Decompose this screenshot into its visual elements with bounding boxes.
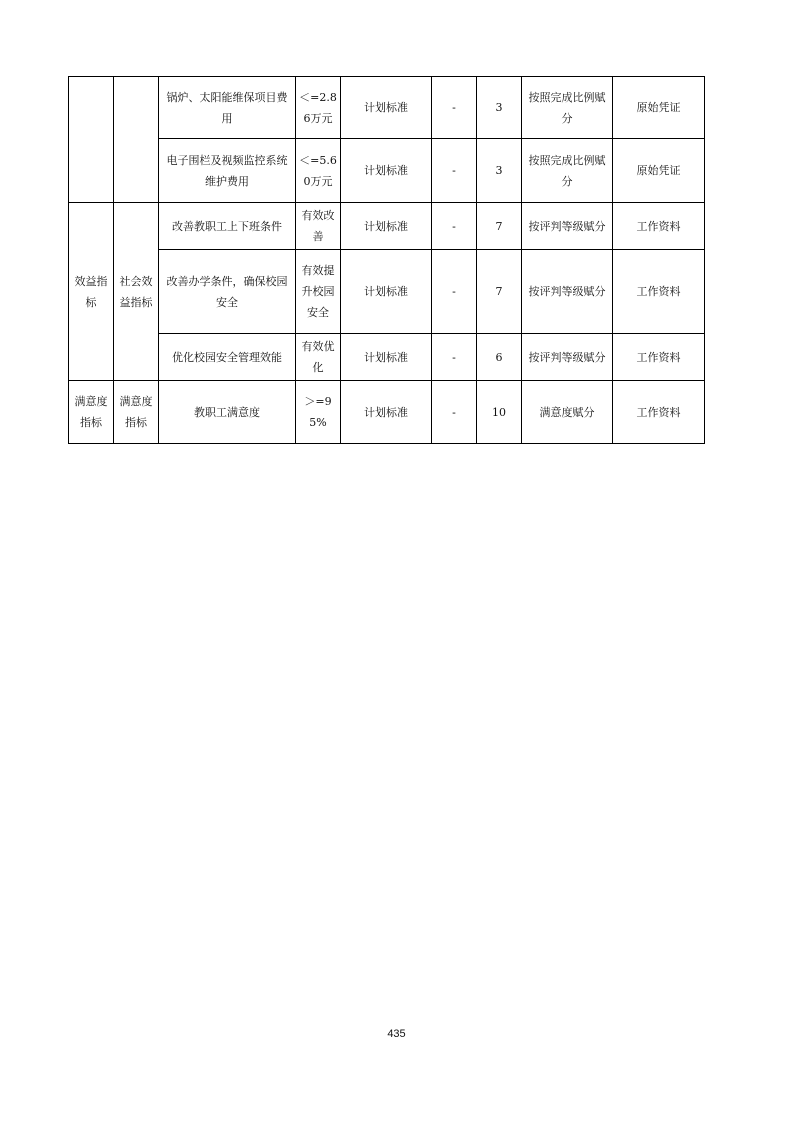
source-cell: 原始凭证 — [613, 139, 705, 203]
table-row — [69, 334, 705, 381]
table-row — [69, 381, 705, 444]
dash-cell: - — [432, 77, 477, 139]
indicator-name-cell: 改善教职工上下班条件 — [159, 203, 296, 250]
method-cell: 按评判等级赋分 — [522, 203, 613, 250]
basis-cell: 计划标准 — [341, 381, 432, 444]
score-cell: 10 — [477, 381, 522, 444]
table-row — [69, 77, 705, 139]
score-cell: 3 — [477, 77, 522, 139]
table-row — [69, 139, 705, 203]
table-row — [69, 250, 705, 334]
level2-cell — [114, 77, 159, 203]
dash-cell: - — [432, 250, 477, 334]
indicator-value-cell: ＜=2.86万元 — [296, 77, 341, 139]
basis-cell: 计划标准 — [341, 139, 432, 203]
source-cell: 原始凭证 — [613, 77, 705, 139]
dash-cell: - — [432, 203, 477, 250]
page-number: 435 — [387, 1028, 406, 1040]
source-cell: 工作资料 — [613, 203, 705, 250]
indicator-name-cell: 改善办学条件，确保校园安全 — [159, 250, 296, 334]
level1-cell: 满意度指标 — [69, 381, 114, 444]
indicator-value-cell: 有效改善 — [296, 203, 341, 250]
level2-cell: 满意度指标 — [114, 381, 159, 444]
basis-cell: 计划标准 — [341, 203, 432, 250]
method-cell: 按评判等级赋分 — [522, 334, 613, 381]
indicator-value-cell: 有效优化 — [296, 334, 341, 381]
dash-cell: - — [432, 334, 477, 381]
score-cell: 3 — [477, 139, 522, 203]
basis-cell: 计划标准 — [341, 250, 432, 334]
method-cell: 按评判等级赋分 — [522, 250, 613, 334]
table-row — [69, 203, 705, 250]
method-cell: 按照完成比例赋分 — [522, 77, 613, 139]
indicator-name-cell: 优化校园安全管理效能 — [159, 334, 296, 381]
method-cell: 按照完成比例赋分 — [522, 139, 613, 203]
method-cell: 满意度赋分 — [522, 381, 613, 444]
level1-cell: 效益指标 — [69, 203, 114, 381]
dash-cell: - — [432, 139, 477, 203]
score-cell: 7 — [477, 203, 522, 250]
indicator-name-cell: 教职工满意度 — [159, 381, 296, 444]
indicator-name-cell: 电子围栏及视频监控系统维护费用 — [159, 139, 296, 203]
indicator-value-cell: 有效提升校园安全 — [296, 250, 341, 334]
source-cell: 工作资料 — [613, 250, 705, 334]
source-cell: 工作资料 — [613, 381, 705, 444]
basis-cell: 计划标准 — [341, 77, 432, 139]
dash-cell: - — [432, 381, 477, 444]
level1-cell — [69, 77, 114, 203]
score-cell: 6 — [477, 334, 522, 381]
performance-indicator-table — [68, 76, 705, 444]
indicator-value-cell: ＜=5.60万元 — [296, 139, 341, 203]
indicator-value-cell: ＞=95% — [296, 381, 341, 444]
source-cell: 工作资料 — [613, 334, 705, 381]
score-cell: 7 — [477, 250, 522, 334]
level2-cell: 社会效益指标 — [114, 203, 159, 381]
indicator-name-cell: 锅炉、太阳能维保项目费用 — [159, 77, 296, 139]
basis-cell: 计划标准 — [341, 334, 432, 381]
